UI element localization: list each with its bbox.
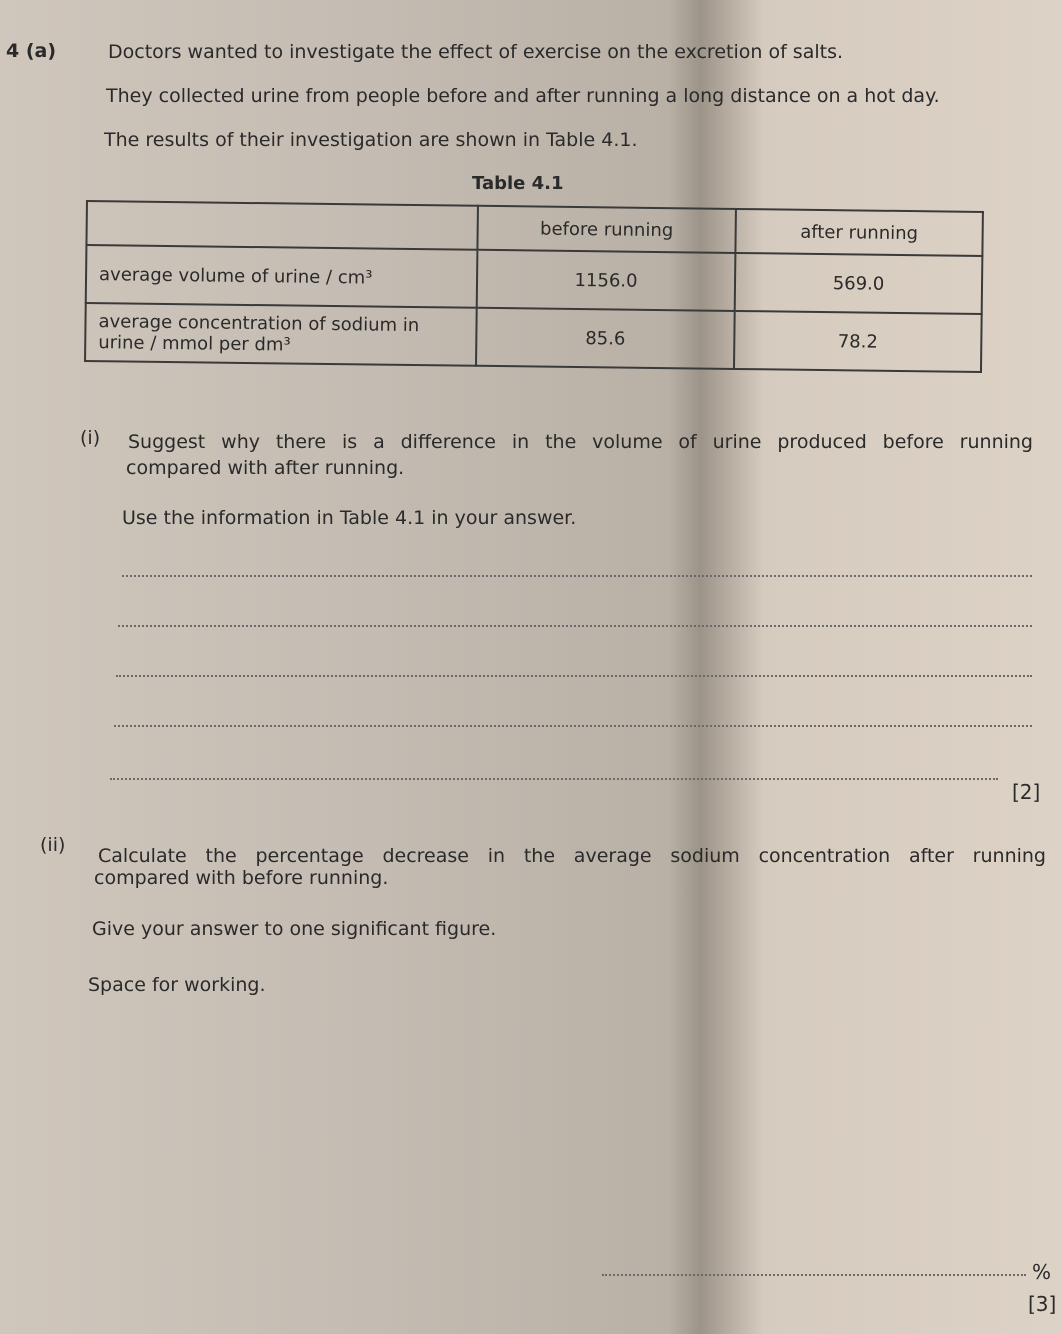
answer-line[interactable] [116,675,1032,677]
part-ii-instruction: Give your answer to one significant figure. [92,918,497,940]
part-i-label: (i) [80,427,101,449]
answer-line[interactable] [118,625,1032,627]
part-i-instruction: Use the information in Table 4.1 in your answer. [122,507,577,529]
part-ii-label: (ii) [40,834,66,856]
part-ii-question-line-2: compared with before running. [94,867,389,889]
table-caption: Table 4.1 [472,173,564,194]
part-ii-question-line-1: Calculate the percentage decrease in the average sodium concentration after running [98,845,1046,867]
working-space-label: Space for working. [88,974,266,996]
part-i-marks: [2] [1012,780,1041,804]
table-row [85,303,982,372]
question-number: 4 (a) [6,40,57,62]
intro-line-3: The results of their investigation are shown in Table 4.1. [104,129,638,151]
header-empty [86,201,478,250]
header-before: before running [477,206,736,253]
part-i-question-line-1: Suggest why there is a difference in the volume of urine produced before running [128,431,1033,453]
value-sodium-after: 78.2 [734,311,982,372]
answer-line[interactable] [602,1274,1026,1276]
value-volume-before: 1156.0 [477,250,736,311]
intro-line-2: They collected urine from people before and after running a long distance on a hot day. [106,85,940,107]
results-table [84,200,984,373]
value-sodium-before: 85.6 [476,308,735,369]
intro-line-1: Doctors wanted to investigate the effect of exercise on the excretion of salts. [108,41,844,63]
answer-line[interactable] [114,725,1032,727]
value-volume-after: 569.0 [735,253,983,314]
part-ii-marks: [3] [1028,1292,1057,1316]
row-label-sodium: average concentration of sodium in urine / mmol per dm³ [85,303,477,366]
row-label-volume: average volume of urine / cm³ [86,245,478,308]
part-i-question-line-2: compared with after running. [126,457,405,479]
percent-unit: % [1032,1260,1052,1284]
answer-line[interactable] [110,778,998,780]
table-row [86,245,983,314]
header-after: after running [735,209,983,256]
answer-line[interactable] [122,575,1032,577]
